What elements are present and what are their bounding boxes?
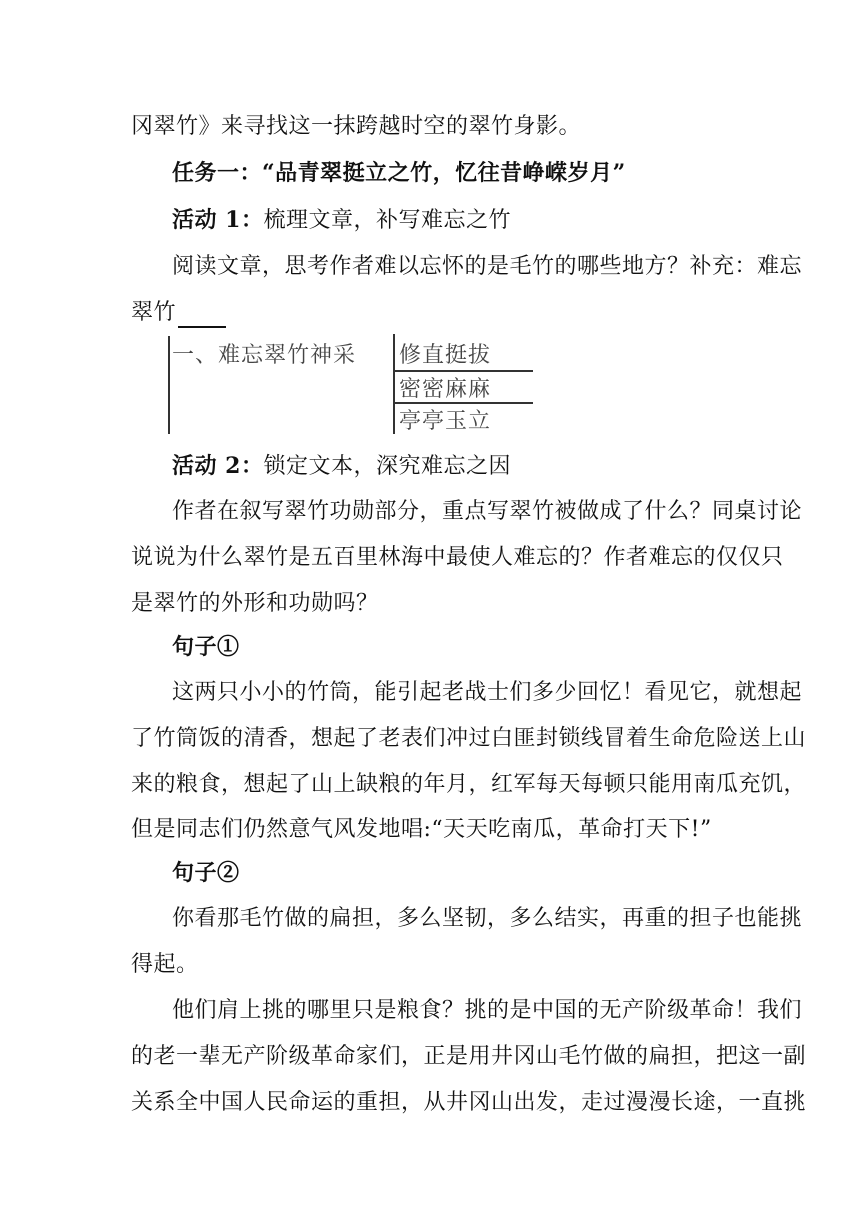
diagram-leaf: 密密麻麻 <box>399 377 492 402</box>
activity-1-text: 梳理文章，补写难忘之竹 <box>263 208 511 233</box>
fill-in-blank[interactable] <box>178 304 226 328</box>
activity-1-label: 活动 1： <box>172 207 264 233</box>
diagram-leaf: 修直挺拔 <box>399 343 492 368</box>
tree-diagram <box>168 334 548 434</box>
paragraph-line: 冈翠竹》来寻找这一抹跨越时空的翠竹身影。 <box>131 114 582 139</box>
task-heading: 任务一：“品青翠挺立之竹，忆往昔峥嵘岁月” <box>172 160 626 186</box>
activity-2-label: 活动 2： <box>172 453 264 479</box>
paragraph-line: 作者在叙写翠竹功勋部分，重点写翠竹被做成了什么？同桌讨论 <box>172 499 803 524</box>
paragraph-line: 得起。 <box>131 952 199 977</box>
paragraph-line: 但是同志们仍然意气风发地唱:“天天吃南瓜，革命打天下!” <box>131 817 712 842</box>
bracket-line <box>168 336 170 434</box>
diagram-leaf: 亭亭玉立 <box>399 409 492 434</box>
fill-in-prompt: 翠竹 <box>131 300 177 325</box>
paragraph-line: 阅读文章，思考作者难以忘怀的是毛竹的哪些地方？补充：难忘 <box>172 254 803 279</box>
paragraph-line: 这两只小小的竹筒，能引起老战士们多少回忆！看见它，就想起 <box>172 680 803 705</box>
paragraph-line: 你看那毛竹做的扁担，多么坚韧，多么结实，再重的担子也能挑 <box>172 906 803 931</box>
activity-2-line <box>172 451 772 482</box>
paragraph-line: 他们肩上挑的哪里只是粮食？挑的是中国的无产阶级革命！我们 <box>172 998 803 1023</box>
sentence-2-heading: 句子② <box>172 860 240 886</box>
bracket-line <box>393 334 395 434</box>
paragraph-line <box>131 298 731 328</box>
diagram-root-label: 一、难忘翠竹神采 <box>172 343 357 368</box>
activity-2-text: 锁定文本，深究难忘之因 <box>263 454 511 479</box>
paragraph-line: 说说为什么翠竹是五百里林海中最使人难忘的？作者难忘的仅仅只 <box>131 545 784 570</box>
paragraph-line: 的老一辈无产阶级革命家们，正是用井冈山毛竹做的扁担，把这一副 <box>131 1044 807 1069</box>
activity-1-line <box>172 205 772 236</box>
paragraph-line: 是翠竹的外形和功勋吗？ <box>131 591 379 616</box>
paragraph-line: 来的粮食，想起了山上缺粮的年月，红军每天每顿只能用南瓜充饥， <box>131 772 807 797</box>
paragraph-line: 了竹筒饭的清香，想起了老表们冲过白匪封锁线冒着生命危险送上山 <box>131 726 807 751</box>
paragraph-line: 关系全中国人民命运的重担，从井冈山出发，走过漫漫长途，一直挑 <box>131 1090 807 1115</box>
sentence-1-heading: 句子① <box>172 634 240 660</box>
